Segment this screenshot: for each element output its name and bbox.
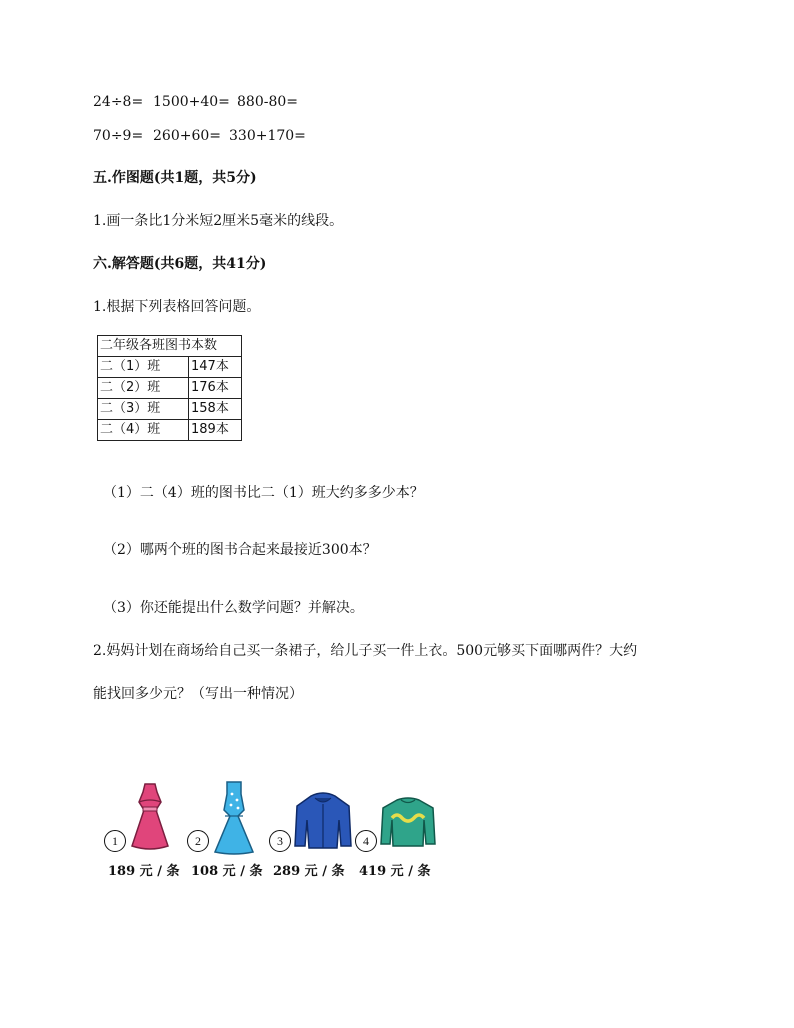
clothing-item-3 [269,780,359,880]
long-dress-icon [211,780,257,856]
section-6-heading: 六.解答题(共6题，共41分) [93,256,267,272]
question-1-sub-2: （2）哪两个班的图书合起来最接近300本？ [103,542,377,558]
calc-item: 260+60= [153,128,221,144]
item-number: 2 [187,830,209,852]
jacket-icon [293,792,353,850]
table-row [98,399,242,420]
calc-item: 24÷8= [93,94,144,110]
table-row [98,420,242,441]
class-cell: 二（4）班 [98,420,189,441]
section-5-heading: 五.作图题(共1题，共5分) [93,170,257,186]
calc-item: 1500+40= [153,94,230,110]
item-number: 3 [269,830,291,852]
dress-icon [128,780,172,852]
calc-row-2 [93,128,306,144]
calc-item: 880-80= [237,94,298,110]
clothing-item-1 [104,780,194,880]
class-cell: 二（1）班 [98,357,189,378]
calc-row-1 [93,94,298,110]
count-cell: 158本 [189,399,242,420]
question-1-sub-1: （1）二（4）班的图书比二（1）班大约多多少本？ [103,485,424,501]
count-cell: 147本 [189,357,242,378]
table-title: 二年级各班图书本数 [98,336,242,357]
item-price: 189 元 / 条 [108,864,180,879]
table-row [98,378,242,399]
table-row [98,357,242,378]
clothing-item-4 [355,780,445,880]
item-price: 289 元 / 条 [273,864,345,879]
item-number: 4 [355,830,377,852]
question-1-intro: 1.根据下列表格回答问题。 [93,299,261,315]
count-cell: 176本 [189,378,242,399]
class-cell: 二（3）班 [98,399,189,420]
table-title-row [98,336,242,357]
books-table [97,335,242,441]
item-price: 419 元 / 条 [359,864,431,879]
question-1-sub-3: （3）你还能提出什么数学问题？并解决。 [103,600,364,616]
question-2-line-2: 能找回多少元？（写出一种情况） [93,686,303,702]
class-cell: 二（2）班 [98,378,189,399]
section-5-question-1: 1.画一条比1分米短2厘米5毫米的线段。 [93,213,344,229]
sweater-icon [379,796,437,848]
count-cell: 189本 [189,420,242,441]
calc-item: 70÷9= [93,128,144,144]
clothing-item-2 [187,780,277,880]
item-number: 1 [104,830,126,852]
calc-item: 330+170= [229,128,306,144]
question-2-line-1: 2.妈妈计划在商场给自己买一条裙子，给儿子买一件上衣。500元够买下面哪两件？大约 [93,643,638,659]
item-price: 108 元 / 条 [191,864,263,879]
